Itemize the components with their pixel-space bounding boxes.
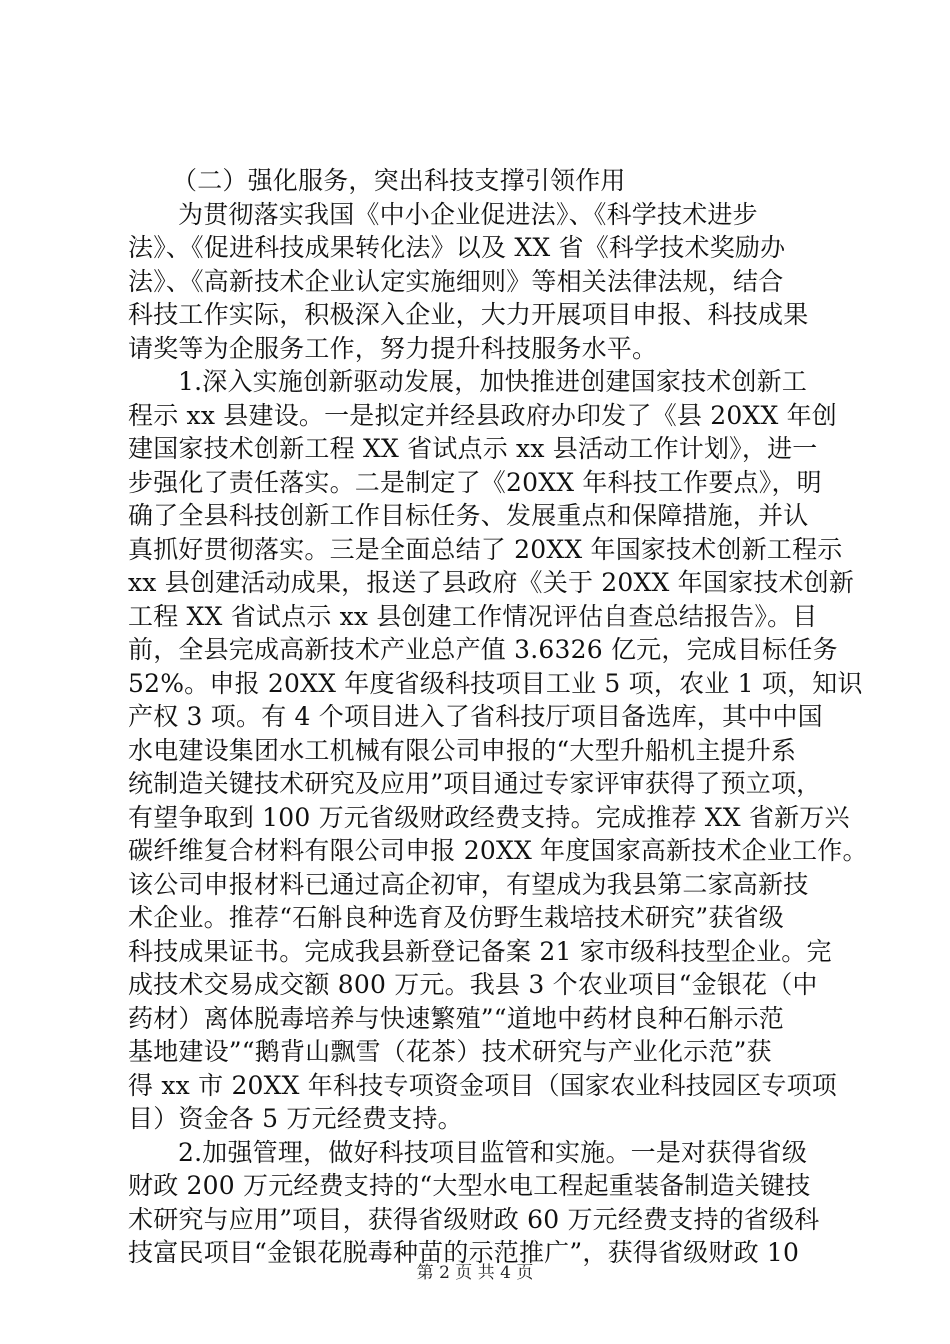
paragraph-line: 术企业。推荐“石斛良种选育及仿野生栽培技术研究”获省级 <box>128 903 784 932</box>
paragraph-line: 科技工作实际，积极深入企业，大力开展项目申报、科技成果 <box>128 300 809 329</box>
paragraph-line: 1.深入实施创新驱动发展，加快推进创建国家技术创新工 <box>178 367 808 396</box>
paragraph-line: 有望争取到 100 万元省级财政经费支持。完成推荐 XX 省新万兴 <box>128 802 850 832</box>
paragraph-line: 术研究与应用”项目，获得省级财政 60 万元经费支持的省级科 <box>128 1204 820 1234</box>
paragraph-line: 程示 xx 县建设。一是拟定并经县政府办印发了《县 20XX 年创 <box>128 400 837 430</box>
paragraph-line: 该公司申报材料已通过高企初审，有望成为我县第二家高新技 <box>128 869 809 899</box>
paragraph-line: 2.加强管理，做好科技项目监管和实施。一是对获得省级 <box>178 1137 808 1167</box>
paragraph-line: 法》、《促进科技成果转化法》以及 XX 省《科学技术奖励办 <box>128 233 786 262</box>
paragraph-line: 法》、《高新技术企业认定实施细则》等相关法律法规，结合 <box>128 266 784 296</box>
paragraph-3 <box>128 1136 828 1270</box>
paragraph-line: 产权 3 项。有 4 个项目进入了省科技厅项目备选库，其中中国 <box>128 702 823 731</box>
paragraph-line: 目）资金各 5 万元经费支持。 <box>128 1104 463 1133</box>
paragraph-line: 工程 XX 省试点示 xx 县创建工作情况评估自查总结报告》。目 <box>128 601 818 631</box>
page-number-footer: 第 2 页 共 4 页 <box>416 1263 534 1283</box>
paragraph-line: 技富民项目“金银花脱毒种苗的示范推广”，获得省级财政 10 <box>128 1238 800 1267</box>
paragraph-line: 52%。申报 20XX 年度省级科技项目工业 5 项，农业 1 项，知识 <box>128 668 863 698</box>
paragraph-line: 步强化了责任落实。二是制定了《20XX 年科技工作要点》，明 <box>128 467 822 497</box>
paragraph-line: 基地建设”“鹅背山飘雪（花茶）技术研究与产业化示范”获 <box>128 1037 772 1066</box>
paragraph-line: 成技术交易成交额 800 万元。我县 3 个农业项目“金银花（中 <box>128 970 818 999</box>
paragraph-line: 前，全县完成高新技术产业总产值 3.6326 亿元，完成目标任务 <box>128 635 838 664</box>
paragraph-line: 科技成果证书。完成我县新登记备案 21 家市级科技型企业。完 <box>128 936 832 966</box>
paragraph-line: 统制造关键技术研究及应用”项目通过专家评审获得了预立项， <box>128 769 822 798</box>
paragraph-line: xx 县创建活动成果，报送了县政府《关于 20XX 年国家技术创新 <box>128 568 855 597</box>
paragraph-line: 药材）离体脱毒培养与快速繁殖”“道地中药材良种石斛示范 <box>128 1003 784 1033</box>
section-heading: （二）强化服务，突出科技支撑引领作用 <box>172 166 626 195</box>
paragraph-line: 水电建设集团水工机械有限公司申报的“大型升船机主提升系 <box>128 735 797 765</box>
paragraph-line: 财政 200 万元经费支持的“大型水电工程起重装备制造关键技 <box>128 1171 811 1200</box>
paragraph-line: 碳纤维复合材料有限公司申报 20XX 年度国家高新技术企业工作。 <box>128 836 868 865</box>
paragraph-line: 确了全县科技创新工作目标任务、发展重点和保障措施，并认 <box>128 501 809 530</box>
paragraph-line: 请奖等为企服务工作，努力提升科技服务水平。 <box>128 333 658 363</box>
paragraph-line: 得 xx 市 20XX 年科技专项资金项目（国家农业科技园区专项项 <box>128 1070 837 1100</box>
paragraph-line: 为贯彻落实我国《中小企业促进法》、《科学技术进步 <box>178 199 758 229</box>
document-body <box>128 164 868 1270</box>
paragraph-line: 建国家技术创新工程 XX 省试点示 xx 县活动工作计划》，进一 <box>128 434 818 463</box>
paragraph-2 <box>128 365 868 1136</box>
paragraph-line: 真抓好贯彻落实。三是全面总结了 20XX 年国家技术创新工程示 <box>128 534 843 564</box>
paragraph-1 <box>128 198 828 366</box>
